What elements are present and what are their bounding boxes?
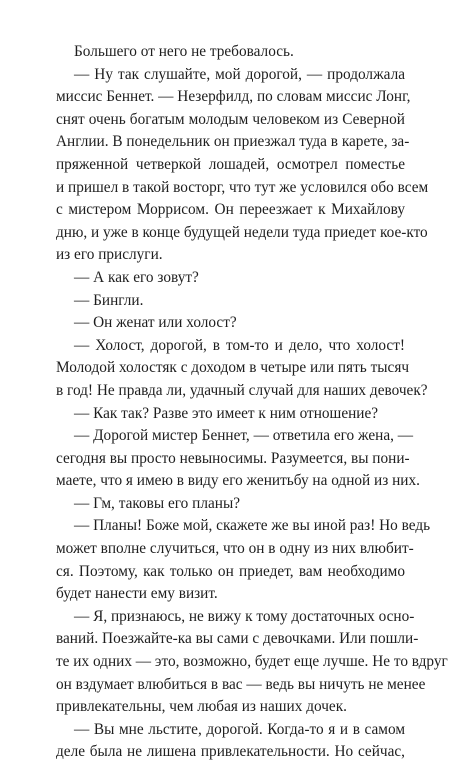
text-line: Англии. В понедельник он приезжал туда в карете, за- [56, 133, 410, 151]
text-line: — А как его зовут? [74, 268, 199, 286]
text-line: те их одних — это, возможно, будет еще лучше. Не то вдруг [56, 653, 448, 671]
text-line: миссис Беннет. — Незерфилд, по словам миссис Лонг, [56, 88, 411, 106]
text-line: ваний. Поезжайте-ка вы сами с девочками. Или пошли- [56, 630, 419, 648]
text-line: из его прислуги. [56, 246, 163, 264]
text-line: может вполне случиться, что он в одну из них влюбит- [56, 540, 414, 558]
text-line: — Бингли. [74, 291, 144, 309]
text-line: он вздумает влюбиться в вас — ведь вы ничуть не менее [56, 675, 426, 693]
text-line: — Как так? Разве это имеет к ним отношение? [74, 404, 379, 422]
text-line: Молодой холостяк с доходом в четыре или пять тысяч [56, 359, 410, 377]
text-line: — Гм, таковы его планы? [74, 494, 241, 512]
text-line: снят очень богатым молодым человеком из Северной [56, 110, 405, 128]
text-line: деле была не лишена привлекательности. Но сейчас, [56, 743, 405, 761]
text-line: — Я, признаюсь, не вижу к тому достаточных осно- [74, 607, 415, 625]
text-line: дню, и уже в конце будущей недели туда приедет кое-кто [56, 223, 428, 241]
text-line: — Ну так слушайте, мой дорогой, — продолжала [74, 65, 405, 83]
text-line: — Планы! Боже мой, скажете же вы иной раз! Но ведь [74, 517, 431, 535]
text-line: пряженной четверкой лошадей, осмотрел поместье [56, 155, 405, 173]
text-line: ся. Поэтому, как только он приедет, вам необходимо [56, 562, 405, 580]
text-line: будет нанести ему визит. [56, 585, 218, 603]
text-line: маете, что я имею в виду его женитьбу на одной из них. [56, 472, 420, 490]
text-line: Большего от него не требовалось. [74, 43, 294, 60]
text-line: с мистером Моррисом. Он переезжает к Михайлову [56, 201, 405, 219]
text-line: — Дорогой мистер Беннет, — ответила его жена, — [74, 427, 414, 445]
text-line: сегодня вы просто невыносимы. Разумеется, вы пони- [56, 449, 410, 467]
text-line: — Он женат или холост? [74, 314, 237, 332]
text-line: в год! Не правда ли, удачный случай для наших девочек? [56, 381, 428, 399]
book-page-text [56, 41, 448, 764]
text-line: — Вы мне льстите, дорогой. Когда-то я и в самом [74, 720, 405, 738]
text-line: — Холост, дорогой, в том-то и дело, что холост! [74, 336, 405, 354]
text-line: привлекательны, чем любая из наших дочек. [56, 698, 347, 716]
text-line: и пришел в такой восторг, что тут же условился обо всем [56, 178, 429, 196]
